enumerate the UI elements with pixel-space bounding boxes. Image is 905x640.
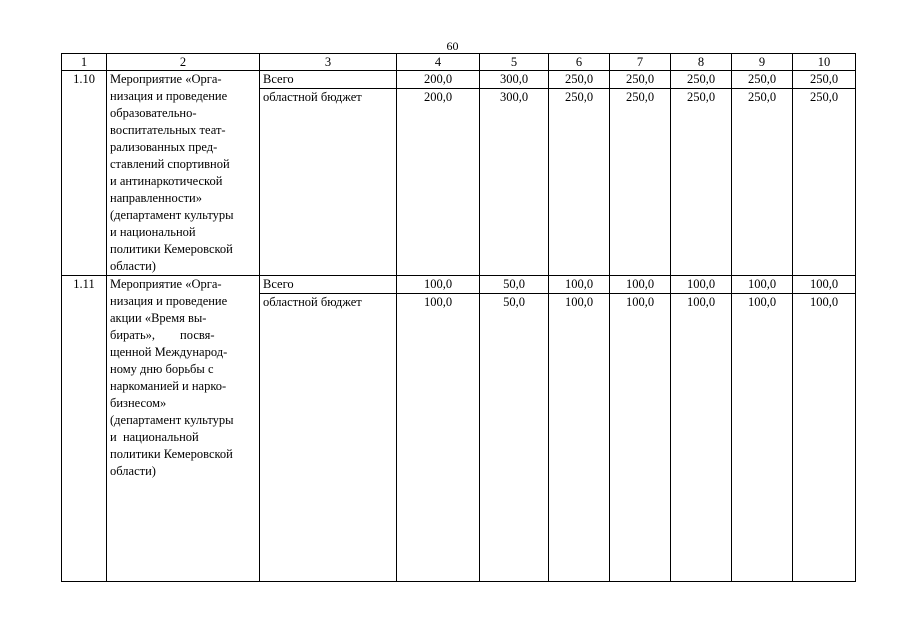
description-line: (департамент культуры	[110, 413, 234, 427]
description-line: направленности»	[110, 191, 202, 205]
description-line: и антинаркотической	[110, 174, 223, 188]
funding-source: областной бюджет	[260, 294, 397, 582]
value-cell: 250,0	[671, 71, 732, 89]
value-cell: 300,0	[480, 71, 549, 89]
funding-source: областной бюджет	[260, 89, 397, 276]
value-cell: 200,0	[397, 71, 480, 89]
description-line: и национальной	[110, 225, 196, 239]
description-line: бирать», посвя-	[110, 328, 215, 342]
value-cell: 250,0	[549, 89, 610, 276]
value-cell: 250,0	[671, 89, 732, 276]
description-line: политики Кемеровской	[110, 447, 233, 461]
value-cell: 300,0	[480, 89, 549, 276]
header-cell: 10	[793, 54, 856, 71]
value-cell: 100,0	[610, 276, 671, 294]
description-line: ному дню борьбы с	[110, 362, 214, 376]
description-line: акции «Время вы-	[110, 311, 207, 325]
description-line: Мероприятие «Орга-	[110, 72, 222, 86]
table-row	[62, 276, 856, 294]
value-cell: 250,0	[732, 89, 793, 276]
description-line: (департамент культуры	[110, 208, 234, 222]
value-cell: 250,0	[793, 89, 856, 276]
description-line: ставлений спортивной	[110, 157, 230, 171]
header-cell: 9	[732, 54, 793, 71]
value-cell: 100,0	[397, 276, 480, 294]
description-line: политики Кемеровской	[110, 242, 233, 256]
header-row	[62, 54, 856, 71]
measure-description	[107, 71, 260, 276]
value-cell: 100,0	[732, 276, 793, 294]
value-cell: 100,0	[732, 294, 793, 582]
description-line: бизнесом»	[110, 396, 167, 410]
description-line: Мероприятие «Орга-	[110, 277, 222, 291]
value-cell: 100,0	[549, 276, 610, 294]
description-line: воспитательных теат-	[110, 123, 226, 137]
value-cell: 250,0	[610, 89, 671, 276]
header-cell: 6	[549, 54, 610, 71]
description-line: рализованных пред-	[110, 140, 218, 154]
value-cell: 100,0	[397, 294, 480, 582]
measure-description	[107, 276, 260, 582]
header-cell: 5	[480, 54, 549, 71]
value-cell: 100,0	[549, 294, 610, 582]
header-cell: 4	[397, 54, 480, 71]
value-cell: 50,0	[480, 294, 549, 582]
value-cell: 100,0	[793, 276, 856, 294]
row-number: 1.10	[62, 71, 107, 276]
description-line: и национальной	[110, 430, 199, 444]
value-cell: 100,0	[610, 294, 671, 582]
value-cell: 250,0	[732, 71, 793, 89]
header-cell: 3	[260, 54, 397, 71]
row-number: 1.11	[62, 276, 107, 582]
description-line: наркоманией и нарко-	[110, 379, 227, 393]
table-row	[62, 71, 856, 89]
value-cell: 100,0	[671, 294, 732, 582]
description-line: щенной Международ-	[110, 345, 228, 359]
value-cell: 50,0	[480, 276, 549, 294]
description-line: низация и проведение	[110, 89, 228, 103]
description-line: области)	[110, 464, 156, 478]
value-cell: 200,0	[397, 89, 480, 276]
description-line: низация и проведение	[110, 294, 228, 308]
description-line: области)	[110, 259, 156, 273]
header-cell: 8	[671, 54, 732, 71]
header-cell: 2	[107, 54, 260, 71]
header-cell: 1	[62, 54, 107, 71]
page-number: 60	[446, 39, 459, 53]
value-cell: 250,0	[793, 71, 856, 89]
value-cell: 100,0	[793, 294, 856, 582]
value-cell: 100,0	[671, 276, 732, 294]
value-cell: 250,0	[610, 71, 671, 89]
header-cell: 7	[610, 54, 671, 71]
value-cell: 250,0	[549, 71, 610, 89]
funding-source: Всего	[260, 71, 397, 89]
funding-source: Всего	[260, 276, 397, 294]
program-table	[61, 53, 856, 582]
description-line: образовательно-	[110, 106, 197, 120]
